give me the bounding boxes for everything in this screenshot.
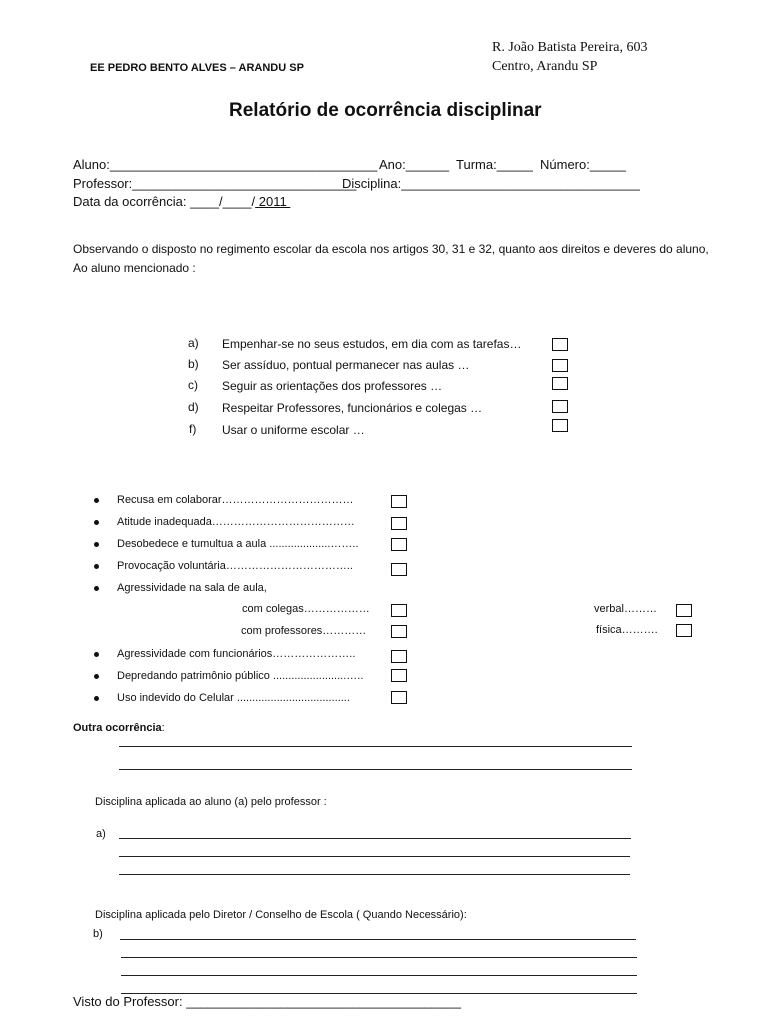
discipline-director-letter: b) bbox=[93, 928, 103, 940]
occ-agressividade-sala: Agressividade na sala de aula, bbox=[117, 582, 267, 594]
occ-desobedece: Desobedece e tumultua a aula ....................…….. bbox=[117, 538, 359, 550]
occ-fisica-checkbox[interactable] bbox=[676, 624, 692, 637]
bullet-icon bbox=[94, 652, 99, 657]
bullet-icon bbox=[94, 586, 99, 591]
occ-agressividade-funcionarios-checkbox[interactable] bbox=[391, 650, 407, 663]
discipline-director-label: Disciplina aplicada pelo Diretor / Conselho de Escola ( Quando Necessário): bbox=[95, 909, 467, 921]
other-occurrence-line[interactable] bbox=[119, 746, 632, 747]
occ-celular: Uso indevido do Celular ..................................... bbox=[117, 692, 350, 704]
bullet-icon bbox=[94, 564, 99, 569]
duty-checkbox[interactable] bbox=[552, 400, 568, 413]
duty-letter: f) bbox=[189, 422, 197, 436]
discipline-teacher-line[interactable] bbox=[119, 856, 630, 857]
bullet-icon bbox=[94, 674, 99, 679]
discipline-director-line[interactable] bbox=[121, 975, 637, 976]
field-turma[interactable]: Turma:_____ bbox=[456, 157, 533, 172]
other-occurrence-label bbox=[73, 722, 165, 734]
data-label: Data da ocorrência: ____/____/ bbox=[73, 194, 256, 209]
duty-letter: b) bbox=[188, 357, 199, 371]
page-title: Relatório de ocorrência disciplinar bbox=[229, 100, 542, 121]
discipline-teacher-line[interactable] bbox=[119, 838, 631, 839]
other-occurrence-line[interactable] bbox=[119, 769, 632, 770]
duty-text: Ser assíduo, pontual permanecer nas aulas … bbox=[222, 358, 470, 372]
discipline-director-line[interactable] bbox=[121, 957, 637, 958]
field-numero[interactable]: Número:_____ bbox=[540, 157, 626, 172]
other-label-colon: : bbox=[161, 722, 165, 734]
field-ano[interactable]: Ano:______ bbox=[379, 157, 450, 172]
discipline-teacher-letter: a) bbox=[96, 828, 106, 840]
duty-checkbox[interactable] bbox=[552, 338, 568, 351]
field-aluno[interactable]: Aluno:_____________________________________ bbox=[73, 157, 378, 172]
other-label-text: Outra ocorrência bbox=[73, 722, 162, 734]
occ-recusa: Recusa em colaborar……………………………… bbox=[117, 494, 354, 506]
visto-professor[interactable]: Visto do Professor: ______________________________________ bbox=[73, 994, 461, 1009]
occ-agressividade-funcionarios: Agressividade com funcionários………………….. bbox=[117, 648, 356, 660]
duty-checkbox[interactable] bbox=[552, 377, 568, 390]
data-year: 2011 bbox=[255, 194, 291, 209]
duty-letter: a) bbox=[188, 336, 199, 350]
duty-text: Usar o uniforme escolar … bbox=[222, 423, 365, 437]
occ-provocacao-checkbox[interactable] bbox=[391, 563, 407, 576]
occ-depredando-checkbox[interactable] bbox=[391, 669, 407, 682]
duty-text: Empenhar-se no seus estudos, em dia com as tarefas… bbox=[222, 337, 522, 351]
occ-recusa-checkbox[interactable] bbox=[391, 495, 407, 508]
duty-letter: c) bbox=[188, 378, 198, 392]
occ-verbal: verbal……… bbox=[594, 603, 657, 615]
bullet-icon bbox=[94, 696, 99, 701]
occ-provocacao: Provocação voluntária…………………………….. bbox=[117, 560, 353, 572]
duty-checkbox[interactable] bbox=[552, 359, 568, 372]
field-data-ocorrencia[interactable] bbox=[73, 194, 290, 209]
duty-letter: d) bbox=[188, 400, 199, 414]
bullet-icon bbox=[94, 542, 99, 547]
address-line-2: Centro, Arandu SP bbox=[492, 59, 598, 74]
occ-atitude: Atitude inadequada………………………………… bbox=[117, 516, 355, 528]
discipline-teacher-line[interactable] bbox=[119, 874, 630, 875]
field-professor[interactable]: Professor:_______________________________ bbox=[73, 176, 357, 191]
duty-checkbox[interactable] bbox=[552, 419, 568, 432]
occ-depredando: Depredando patrimônio público ........................….. bbox=[117, 670, 364, 682]
bullet-icon bbox=[94, 498, 99, 503]
occ-com-colegas-checkbox[interactable] bbox=[391, 604, 407, 617]
field-disciplina[interactable]: Disciplina:_________________________________ bbox=[342, 176, 640, 191]
intro-line-1: Observando o disposto no regimento escolar da escola nos artigos 30, 31 e 32, quanto aos direitos e deveres do aluno, bbox=[73, 242, 709, 256]
school-name: EE PEDRO BENTO ALVES – ARANDU SP bbox=[90, 62, 304, 74]
intro-line-2: Ao aluno mencionado : bbox=[73, 261, 196, 275]
occ-com-colegas: com colegas……………… bbox=[242, 603, 370, 615]
duty-text: Seguir as orientações dos professores … bbox=[222, 379, 443, 393]
occ-com-professores: com professores………… bbox=[241, 625, 367, 637]
occ-verbal-checkbox[interactable] bbox=[676, 604, 692, 617]
occ-atitude-checkbox[interactable] bbox=[391, 517, 407, 530]
occ-celular-checkbox[interactable] bbox=[391, 691, 407, 704]
address-line-1: R. João Batista Pereira, 603 bbox=[492, 40, 648, 55]
discipline-teacher-label: Disciplina aplicada ao aluno (a) pelo professor : bbox=[95, 796, 327, 808]
duty-text: Respeitar Professores, funcionários e colegas … bbox=[222, 401, 483, 415]
occ-fisica: física………. bbox=[596, 624, 658, 636]
discipline-director-line[interactable] bbox=[120, 939, 636, 940]
occ-desobedece-checkbox[interactable] bbox=[391, 538, 407, 551]
occ-com-professores-checkbox[interactable] bbox=[391, 625, 407, 638]
bullet-icon bbox=[94, 520, 99, 525]
